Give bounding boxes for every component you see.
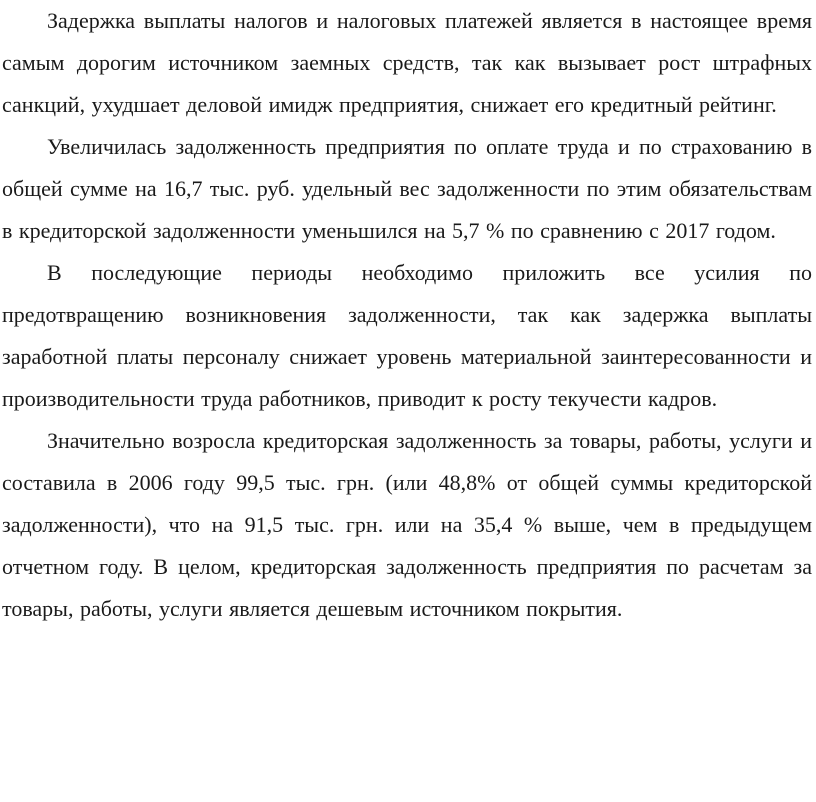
paragraph-tax-payment-delay: Задержка выплаты налогов и налоговых платежей является в настоящее время самым дорогим источником заемных средств, так как вызывает рост штрафных санкций, ухудшает деловой имидж предприятия, снижает его кредитный рейтинг. [2, 8, 812, 117]
paragraph-accounts-payable-growth: Значительно возросла кредиторская задолженность за товары, работы, услуги и составила в 2006 году 99,5 тыс. грн. (или 48,8% от общей суммы кредиторской задолженности), что на 91,5 тыс. грн. или на 35,4 % выше, чем в предыдущем отчетном году. В целом, кредиторская задолженность предприятия по расчетам за товары, работы, услуги является дешевым источником покрытия. [2, 428, 812, 621]
paragraph-future-measures: В последующие периоды необходимо приложить все усилия по предотвращению возникновения задолженности, так как задержка выплаты заработной платы персоналу снижает уровень материальной заинтересованности и производительности труда работников, приводит к росту текучести кадров. [2, 260, 812, 411]
paragraph-wage-debt-increase: Увеличилась задолженность предприятия по оплате труда и по страхованию в общей сумме на 16,7 тыс. руб. удельный вес задолженности по этим обязательствам в кредиторской задолженности уменьшился на 5,7 % по сравнению с 2017 годом. [2, 134, 812, 243]
